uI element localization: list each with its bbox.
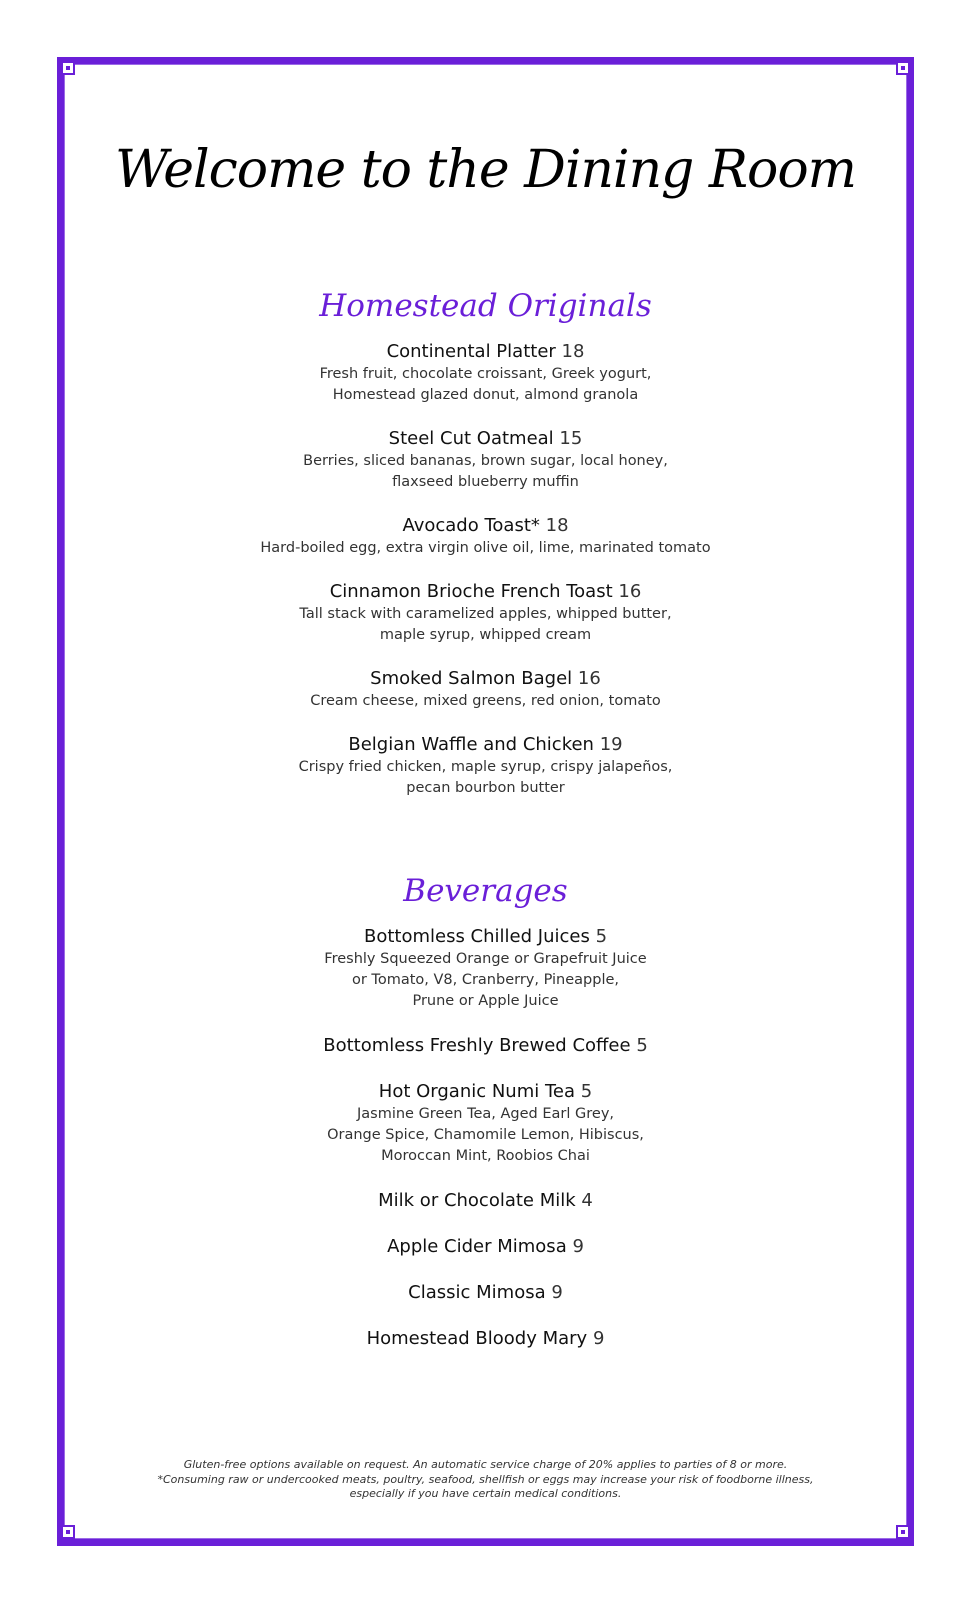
menu-item-heading	[0, 427, 971, 451]
menu-item	[0, 1080, 971, 1167]
menu-item-description: maple syrup, whipped cream	[379, 627, 592, 643]
menu-item-heading	[0, 1281, 971, 1305]
menu-item-heading	[0, 1327, 971, 1351]
disclaimer-line: Gluten-free options available on request. An automatic service charge of 20% applies to parties of 8 or more.	[183, 1458, 788, 1471]
section-title-beverages: Beverages	[403, 873, 568, 909]
menu-item-description: Orange Spice, Chamomile Lemon, Hibiscus,	[327, 1127, 644, 1143]
menu-item-name: Hot Organic Numi Tea	[378, 1081, 576, 1102]
menu-item	[0, 1235, 971, 1259]
menu-item	[0, 667, 971, 712]
menu-item-price: 5	[580, 1081, 593, 1102]
disclaimer-line: especially if you have certain medical conditions.	[349, 1487, 622, 1500]
menu-item-name: Steel Cut Oatmeal	[388, 428, 554, 449]
menu-item-price: 9	[572, 1236, 584, 1257]
disclaimer	[0, 1458, 971, 1502]
menu-item	[0, 925, 971, 1012]
menu-item-price: 9	[551, 1282, 563, 1303]
disclaimer-line: *Consuming raw or undercooked meats, poultry, seafood, shellfish or eggs may increase your risk of foodborne illness,	[157, 1472, 814, 1486]
menu-item-name: Classic Mimosa	[408, 1282, 546, 1303]
menu-item	[0, 1189, 971, 1213]
menu-item	[0, 1281, 971, 1305]
page-title: Welcome to the Dining Room	[115, 140, 856, 200]
menu-item-name: Avocado Toast*	[402, 515, 540, 536]
menu-item-price: 16	[577, 668, 601, 689]
section-title-homestead-originals: Homestead Originals	[319, 288, 652, 324]
corner-ornament-bottom-right	[896, 1525, 910, 1539]
menu-item-name: Homestead Bloody Mary	[366, 1328, 588, 1349]
menu-item-price: 19	[599, 734, 623, 755]
menu-item-name: Smoked Salmon Bagel	[370, 668, 573, 689]
menu-item-name: Apple Cider Mimosa	[387, 1236, 567, 1257]
menu-section-beverages	[0, 925, 971, 1351]
menu-item-heading	[0, 733, 971, 757]
menu-item-heading	[0, 1189, 971, 1213]
menu-item-price: 16	[618, 581, 642, 602]
menu-section-homestead-originals	[0, 340, 971, 799]
menu-item-price: 9	[592, 1328, 605, 1349]
menu-item-name: Belgian Waffle and Chicken	[348, 734, 594, 755]
menu-item-description: Berries, sliced bananas, brown sugar, local honey,	[303, 453, 668, 469]
menu-item-description: Jasmine Green Tea, Aged Earl Grey,	[356, 1106, 615, 1122]
menu-item-description: Hard-boiled egg, extra virgin olive oil, lime, marinated tomato	[260, 540, 711, 556]
menu-item-name: Bottomless Chilled Juices	[363, 926, 590, 947]
menu-item-heading	[0, 514, 971, 538]
menu-item-description: Crispy fried chicken, maple syrup, crispy jalapeños,	[298, 759, 673, 775]
menu-item	[0, 1034, 971, 1058]
menu-item-description: flaxseed blueberry muffin	[392, 474, 579, 490]
menu-item-description: Homestead glazed donut, almond granola	[332, 387, 639, 403]
corner-ornament-top-right	[896, 61, 910, 75]
menu-item-heading	[0, 580, 971, 604]
menu-item-description: or Tomato, V8, Cranberry, Pineapple,	[351, 972, 620, 988]
corner-ornament-bottom-left	[61, 1525, 75, 1539]
menu-item-description: Moroccan Mint, Roobios Chai	[381, 1148, 590, 1164]
menu-item-heading	[0, 340, 971, 364]
menu-item-heading	[0, 925, 971, 949]
menu-item-price: 18	[545, 515, 569, 536]
menu-item-name: Milk or Chocolate Milk	[378, 1190, 576, 1211]
menu-item	[0, 514, 971, 559]
menu-item-heading	[0, 1034, 971, 1058]
menu-item-heading	[0, 667, 971, 691]
corner-ornament-top-left	[61, 61, 75, 75]
menu-item-price: 4	[581, 1190, 593, 1211]
menu-item-name: Cinnamon Brioche French Toast	[329, 581, 613, 602]
menu-item-heading	[0, 1080, 971, 1104]
menu-item	[0, 340, 971, 406]
menu-item-price: 5	[595, 926, 608, 947]
menu-item-name: Continental Platter	[386, 341, 556, 362]
menu-item-price: 15	[559, 428, 583, 449]
menu-item-description: Tall stack with caramelized apples, whipped butter,	[299, 606, 672, 622]
menu-item-description: Fresh fruit, chocolate croissant, Greek yogurt,	[319, 366, 652, 382]
menu-item	[0, 733, 971, 799]
menu-item-description: Prune or Apple Juice	[412, 993, 559, 1009]
menu-item-price: 5	[636, 1035, 648, 1056]
menu-item-description: pecan bourbon butter	[406, 780, 565, 796]
menu-item-heading	[0, 1235, 971, 1259]
menu-item-name: Bottomless Freshly Brewed Coffee	[323, 1035, 631, 1056]
menu-item	[0, 427, 971, 493]
menu-item	[0, 1327, 971, 1351]
menu-item-description: Freshly Squeezed Orange or Grapefruit Juice	[324, 951, 647, 967]
menu-item	[0, 580, 971, 646]
menu-item-description: Cream cheese, mixed greens, red onion, tomato	[310, 693, 661, 709]
menu-item-price: 18	[561, 341, 585, 362]
